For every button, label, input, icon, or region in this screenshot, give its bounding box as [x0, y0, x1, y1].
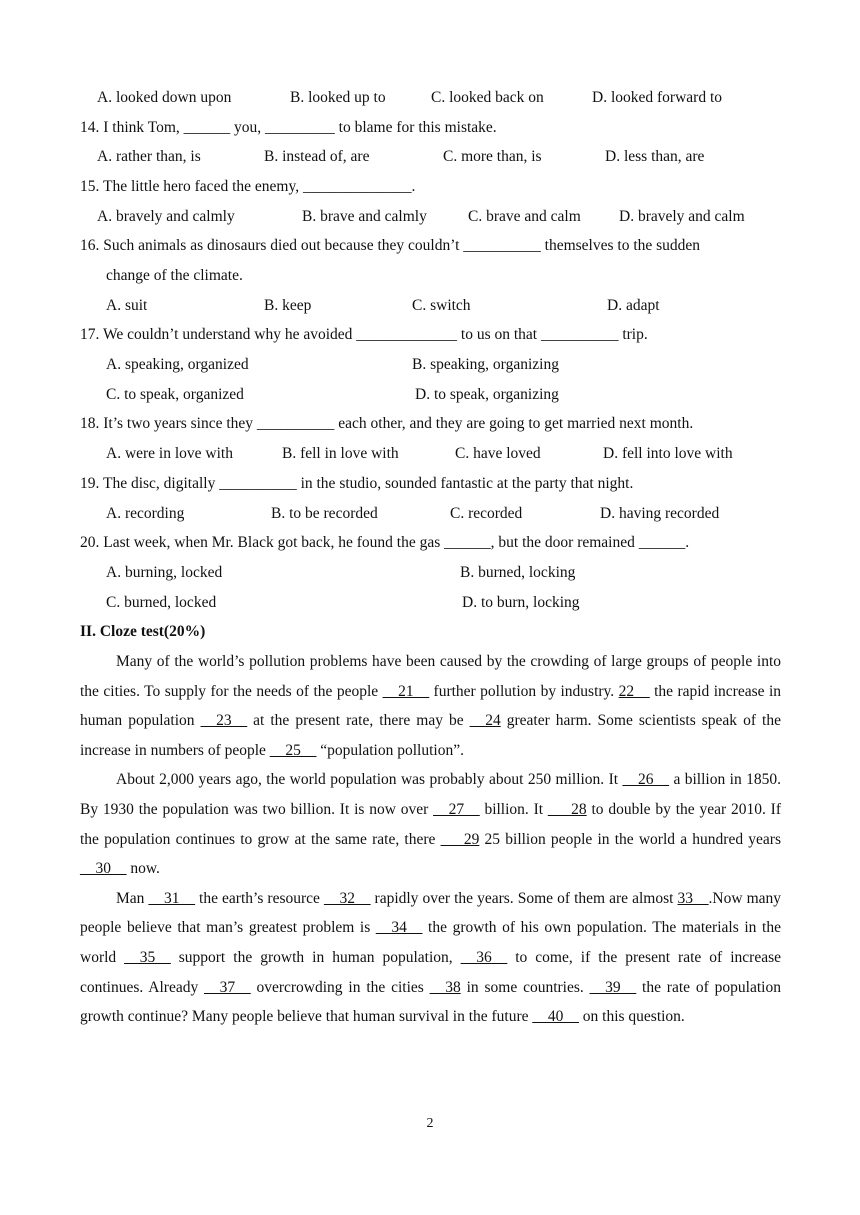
q15-option-b: B. brave and calmly: [302, 208, 427, 225]
q13-option-c: C. looked back on: [431, 89, 544, 106]
q16-option-c: C. switch: [412, 297, 471, 314]
q15-option-a: A. bravely and calmly: [97, 208, 235, 225]
q19-option-a: A. recording: [106, 505, 185, 522]
blank-31: __31__: [148, 889, 195, 907]
q16-option-a: A. suit: [106, 297, 148, 314]
blank-38: __38: [429, 978, 461, 996]
q14-option-b: B. instead of, are: [264, 148, 370, 165]
blank-33: 33__: [677, 889, 709, 907]
blank-37: __37__: [204, 978, 251, 996]
page-number: 2: [426, 1116, 434, 1131]
blank-22: 22__: [618, 682, 650, 700]
q17-option-c: C. to speak, organized: [106, 386, 244, 403]
blank-21: __21__: [382, 682, 430, 700]
q20-option-c: C. burned, locked: [106, 594, 217, 611]
q13-option-a: A. looked down upon: [97, 89, 232, 106]
q13-option-d: D. looked forward to: [592, 89, 722, 106]
cloze-paragraph-3: Man __31__ the earth’s resource __32__ rapidly over the years. Some of them are almost 33__.Now many people believe that man’s greatest problem is __34__ the growth of his own population. The materials in the world __35__ support the growth in human population, __36__ to come, if the present rate of increase continues. Already __37__ overcrowding in the cities __38 in some countries. __39__ the rate of population growth continue? Many people believe that human survival in the future __40__ on this question.: [80, 889, 782, 1026]
q18-stem: 18. It’s two years since they __________ each other, and they are going to get married next month.: [80, 415, 694, 432]
blank-29: ___29: [440, 830, 480, 848]
blank-28: ___28: [547, 800, 587, 818]
q18-option-b: B. fell in love with: [282, 445, 399, 462]
blank-24: __24: [469, 712, 501, 730]
q20-option-d: D. to burn, locking: [462, 594, 580, 611]
q20-option-a: A. burning, locked: [106, 564, 223, 581]
blank-35: __35__: [124, 948, 171, 966]
q14-option-c: C. more than, is: [443, 148, 542, 165]
blank-30: __30__: [80, 860, 127, 878]
q20-option-b: B. burned, locking: [460, 564, 576, 581]
q17-stem: 17. We couldn’t understand why he avoided _____________ to us on that __________ trip.: [80, 326, 648, 343]
section-heading: II. Cloze test(20%): [80, 623, 206, 640]
blank-25: __25__: [269, 741, 317, 759]
q18-option-d: D. fell into love with: [603, 445, 733, 462]
q14-option-a: A. rather than, is: [97, 148, 201, 165]
blank-39: __39__: [589, 978, 637, 996]
q19-option-b: B. to be recorded: [271, 505, 378, 522]
blank-36: __36__: [460, 948, 508, 966]
q19-stem: 19. The disc, digitally __________ in the studio, sounded fantastic at the party that night.: [80, 475, 634, 492]
cloze-paragraph-2: About 2,000 years ago, the world population was probably about 250 million. It __26__ a billion in 1850. By 1930 the population was two billion. It is now over __27__ billion. It ___28 to double by the year 2010. If the population continues to grow at the same rate, there ___29 25 billion people in the world a hundred years __30__ now.: [80, 771, 781, 878]
q15-stem: 15. The little hero faced the enemy, ______________.: [80, 178, 416, 195]
blank-32: __32__: [323, 889, 371, 907]
q16-option-b: B. keep: [264, 297, 312, 314]
q13-option-b: B. looked up to: [290, 89, 386, 106]
q18-option-a: A. were in love with: [106, 445, 233, 462]
blank-23: __23__: [200, 712, 248, 730]
q16-stem-continued: change of the climate.: [106, 267, 243, 284]
blank-34: __34__: [375, 919, 423, 937]
q14-option-d: D. less than, are: [605, 148, 705, 165]
q20-stem: 20. Last week, when Mr. Black got back, he found the gas ______, but the door remained ______.: [80, 534, 690, 551]
q14-stem: 14. I think Tom, ______ you, _________ to blame for this mistake.: [80, 119, 497, 136]
q18-option-c: C. have loved: [455, 445, 541, 462]
q16-option-d: D. adapt: [607, 297, 660, 314]
blank-40: __40__: [532, 1008, 579, 1026]
cloze-passage: [80, 647, 781, 1032]
cloze-paragraph-1: Many of the world’s pollution problems have been caused by the crowding of large groups of people into the cities. To supply for the needs of the people __21__ further pollution by industry. 22__ the rapid increase in human population __23__ at the present rate, there may be __24 greater harm. Some scientists speak of the increase in numbers of people __25__ “population pollution”.: [80, 653, 781, 759]
blank-26: __26__: [622, 771, 670, 789]
q17-option-d: D. to speak, organizing: [415, 386, 559, 403]
q15-option-c: C. brave and calm: [468, 208, 581, 225]
q19-option-c: C. recorded: [450, 505, 523, 522]
q17-option-b: B. speaking, organizing: [412, 356, 559, 373]
q17-option-a: A. speaking, organized: [106, 356, 249, 373]
q19-option-d: D. having recorded: [600, 505, 720, 522]
q16-stem: 16. Such animals as dinosaurs died out because they couldn’t __________ themselves to the sudden: [80, 237, 701, 254]
q15-option-d: D. bravely and calm: [619, 208, 745, 225]
blank-27: __27__: [433, 800, 480, 818]
